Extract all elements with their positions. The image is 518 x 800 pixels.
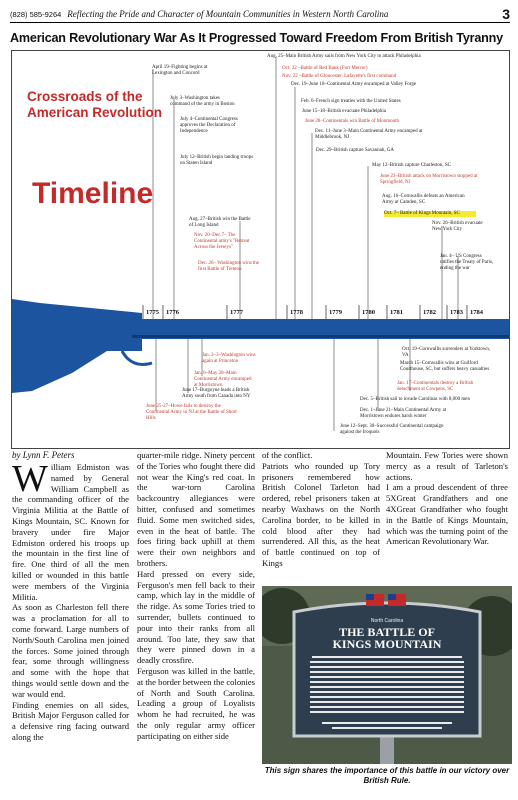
column-2-text: quarter-mile ridge. Ninety percent of the Tories who fought there did not wear the King's red coat. In the war-torn Carolina backcountry allegiances were bitter, confused and sometimes fluid. Some men switched sides, even in the heat of battle. The foes firing back uphill at them were their own neighbors and brothers. Hard pressed on every side, Ferguson's men fell back to their camp, which lay in the middle of the ridge. As some Tories tried to surrender, bullets continued to pour into their ranks from all around. Too late, they saw that they were pinned down in a deadly crossfire. Ferguson was killed in the battle, at the border between the colonies of North and South Carolina. Leading a group of Loyalists whom he had recruited, he was the only regular army officer participating on either side	[137, 450, 255, 741]
timeline-event: Dec. 5–British sail to invade Carolinas with 8,000 men	[360, 397, 470, 402]
timeline-event: June 28–Continentals win Battle of Monmouth	[305, 119, 400, 124]
timeline-event: Jan. 4– US Congress ratifies the Treaty of Paris, ending the war	[440, 254, 494, 271]
timeline-event: June 17–Burgoyne leads a British Army south from Canada into NY	[182, 388, 251, 399]
marker-photo-illustration	[262, 586, 512, 764]
photo-caption: This sign shares the importance of this battle in our victory over British Rule.	[264, 766, 510, 785]
year-label-1776: 1776	[166, 309, 179, 316]
sign-title-line-2: KINGS MOUNTAIN	[332, 637, 442, 651]
sign-state-label: North Carolina	[370, 618, 404, 624]
timeline-event: May 12–British capture Charleston, SC	[372, 163, 452, 168]
marker-photo	[262, 586, 512, 764]
heading-line-1: Crossroads of the	[27, 89, 143, 104]
timeline-event: June 15–18–British evacuate Philadelphia	[302, 109, 387, 114]
timeline-event: Oct. 22 –Battle of Red Bank (Fort Mercer)	[282, 66, 368, 71]
year-label-1779: 1779	[329, 309, 342, 316]
timeline-event: Aug. 25–Main British Army sails from New York City to attack Philadelphia	[267, 54, 421, 59]
page-number: 3	[502, 6, 510, 22]
header-phone: (828) 585-9264	[10, 9, 62, 19]
timeline-event: Dec. 11–June 3–Main Continental Army encamped at Middlebrook, NJ	[315, 129, 423, 140]
timeline-event: Aug. 16–Cornwallis defeats an American Army at Camden, SC	[382, 194, 465, 205]
timeline-event: July 12–British begin landing troops on Staten Island	[180, 155, 254, 166]
timeline-heading	[27, 89, 162, 121]
header-tagline: Reflecting the Pride and Character of Mountain Communities in Western North Carolina	[67, 9, 389, 19]
year-label-1782: 1782	[423, 309, 436, 316]
timeline-event: Oct. 7– Battle of Kings Mountain, SC	[384, 211, 476, 217]
drop-cap: W	[12, 458, 48, 500]
timeline-event: June 12–Sept. 30–Successful Continental campaign against the Iroquois	[340, 424, 444, 435]
year-label-1784: 1784	[470, 309, 483, 316]
timeline-event: Dec. 29–British capture Savannah, GA	[316, 148, 395, 153]
sign-title	[262, 626, 512, 650]
year-label-1783: 1783	[450, 309, 463, 316]
timeline-event: Nov. 22 –Battle of Gloucester, Lafayette's first command	[282, 74, 397, 79]
article-column-4	[386, 450, 508, 582]
timeline-event: Feb. 6–French sign treaties with the United States	[301, 99, 401, 104]
article-title: American Revolutionary War As It Progressed Toward Freedom From British Tyranny	[10, 31, 503, 45]
heading-line-2: American Revolution	[27, 105, 163, 120]
year-label-1780: 1780	[362, 309, 375, 316]
year-label-1775: 1775	[146, 309, 159, 316]
byline: by Lynn F. Peters	[12, 450, 75, 460]
column-4-text: Mountain. Few Tories were shown mercy as a result of Tarleton's actions. I am a proud descendent of three 5XGreat Grandfathers and one 4XGreat Grandfather who fought in the Battle of Kings Mountain, which was the turning point of the American Revolutionary War.	[386, 450, 508, 547]
timeline-event: Dec. 1–June 21–Main Continental Army at Morristown endures harsh winter	[360, 408, 447, 419]
timeline-event: June 25-27–Howe fails to destroy the Continental Army in NJ at the Battle of Short Hills	[146, 404, 237, 421]
timeline-event: Aug. 27–British win the Battle of Long Island	[189, 217, 251, 228]
timeline-event: Nov. 20–Dec.7– The Continental army's "Retreat Across the Jerseys"	[194, 233, 250, 250]
timeline-event: April 19–Fighting begins at Lexington and Concord	[152, 65, 208, 76]
rifle-stock	[12, 299, 142, 393]
year-label-1781: 1781	[390, 309, 403, 316]
sign-title-line-1: THE BATTLE OF	[339, 625, 435, 639]
timeline-event: March 15–Cornwallis wins at Guilford Courthouse, SC, but suffers heavy casualties	[400, 361, 490, 372]
article-column-3	[262, 450, 380, 582]
timeline-graphic	[11, 50, 510, 449]
article-column-1	[12, 458, 129, 792]
timeline-event: July 3–Washington takes command of the army in Boston	[170, 96, 235, 107]
timeline-event: July 4–Continental Congress approves the Declaration of Independence	[180, 117, 238, 134]
column-1-text: illiam Edmiston was named by General William Campbell as the commanding officer of the Virginia Militia at the Battle of Kings Mountain, SC. Known for bravery under fire Major Edmiston ordered his troops up the mountain in the first line of fire. One third of all the men killed or wounded in this battle were members of the Virginia Militia. As soon as Charleston fell there was a proclamation for all to come forward. Large numbers of North/South Carolina men joined the forces. Some joined through fear, some through willingness and some with the hope that things would settle down and the war would end. Finding enemies on all sides, British Major Ferguson called for a defensive ring facing outward along the	[12, 462, 129, 742]
timeline-event: Dec. 19–June 18–Continental Army encamped at Valley Forge	[291, 82, 417, 87]
timeline-event: Jan. 17–Continentals destroy a British detachment at Cowpens, SC	[397, 381, 474, 392]
timeline-event: June 23–British attack on Morristown stopped at Springfield, NJ	[380, 174, 478, 185]
timeline-event: Jan. 6–May 28–Main Continental Army encamped at Morristown	[194, 371, 252, 388]
timeline-event: Nov. 26–British evacuate New York City	[432, 221, 483, 232]
timeline-event: Dec. 26– Washington wins the first Battle of Trenton	[198, 261, 260, 272]
article-column-2	[137, 450, 255, 795]
year-label-1778: 1778	[290, 309, 303, 316]
rifle-trigger	[122, 351, 152, 365]
column-3-text: of the conflict. Patriots who rounded up Tory prisoners remembered how British Colonel Tarleton had ordered, rebel prisoners taken at nearby Waxhaws on the North Carolina border, to be killed in cold blood after they had surrendered. All this, as the heat of battle continued on top of Kings	[262, 450, 380, 568]
timeline-event: Jan. 2–3–Washington wins again at Princeton	[202, 353, 256, 364]
timeline-word: Timeline	[32, 177, 154, 210]
page-header	[10, 6, 510, 23]
timeline-event: Oct. 19–Cornwallis surrenders at Yorktown, VA	[402, 347, 491, 358]
year-label-1777: 1777	[230, 309, 243, 316]
